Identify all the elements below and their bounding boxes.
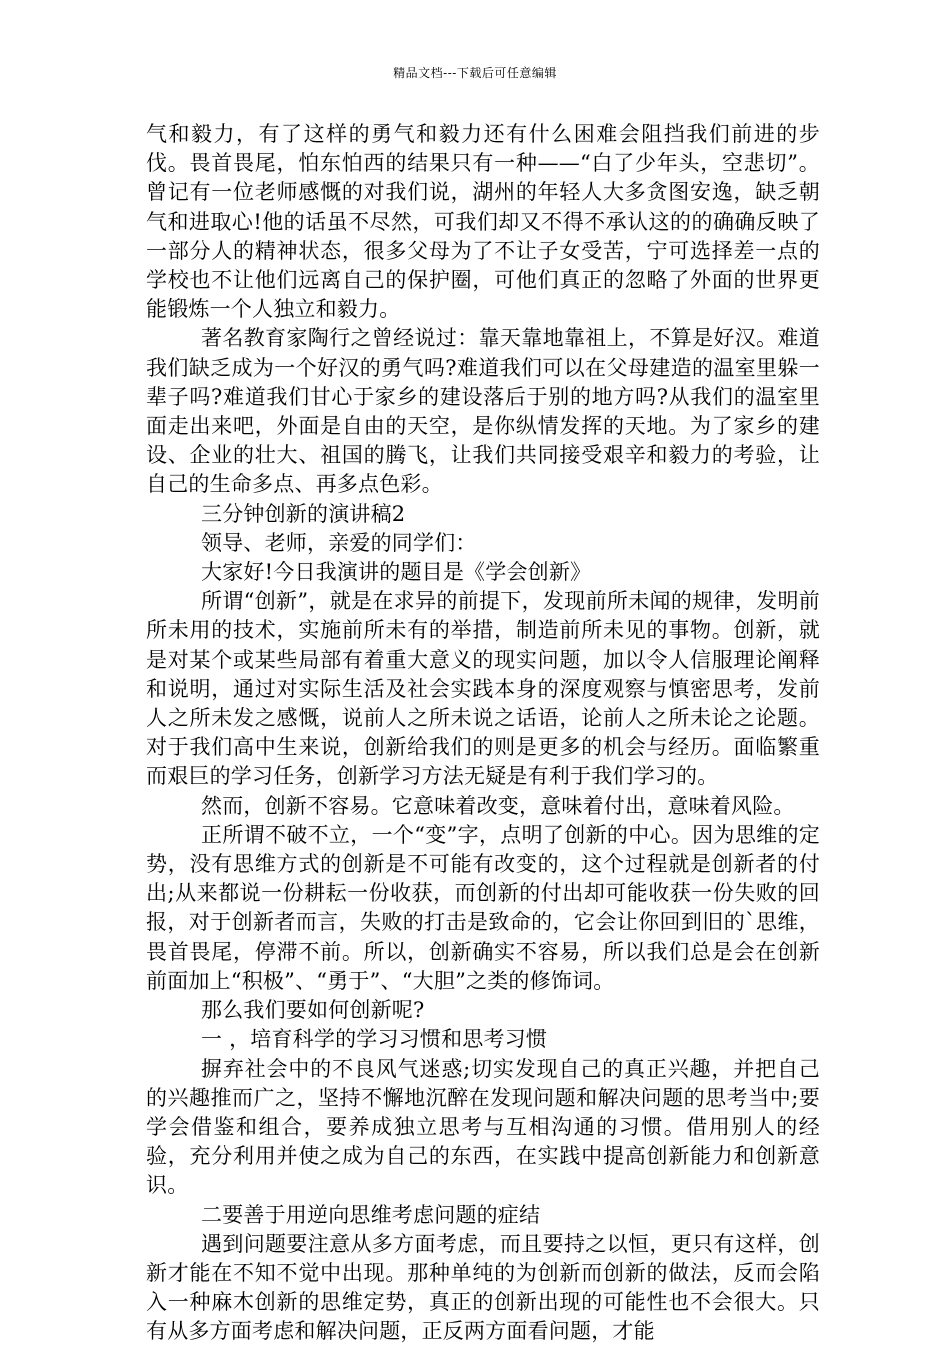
salutation: 领导、老师，亲爱的同学们： (201, 530, 477, 555)
paragraph: 所谓“创新”，就是在求异的前提下，发现前所未闻的规律，发明前所未用的技术，实施前所未有的举措，制造前所未见的事物。创新，就是对某个或某些局部有着重大意义的现实问题，加以令人信服理论阐释和说明，通过对实际生活及社会实践本身的深度观察与慎密思考，发前人之所未发之感慨，说前人之所未说之话语，论前人之所未论之论题。对于我们高中生来说，创新给我们的则是更多的机会与经历。面临繁重而艰巨的学习任务，创新学习方法无疑是有利于我们学习的。 (146, 589, 820, 789)
paragraph: 遇到问题要注意从多方面考虑，而且要持之以恒，更只有这样，创新才能在不知不觉中出现。那种单纯的为创新而创新的做法，反而会陷入一种麻木创新的思维定势，真正的创新出现的可能性也不会很大。只有从多方面考虑和解决问题，正反两方面看问题，才能 (146, 1231, 820, 1344)
paragraph: 摒弃社会中的不良风气迷惑;切实发现自己的真正兴趣，并把自己的兴趣推而广之，坚持不懈地沉醉在发现问题和解决问题的思考当中;要学会借鉴和组合，要养成独立思考与互相沟通的习惯。借用别人的经验，充分利用并使之成为自己的东西，在实践中提高创新能力和创新意识。 (146, 1056, 820, 1198)
subheading: 二要善于用逆向思维考虑问题的症结 (201, 1202, 541, 1227)
subheading: 一 ，培育科学的学习习惯和思考习惯 (201, 1027, 548, 1052)
document-body (146, 120, 820, 1347)
section-title: 三分钟创新的演讲稿2 (201, 501, 406, 526)
paragraph: 气和毅力，有了这样的勇气和毅力还有什么困难会阻挡我们前进的步伐。畏首畏尾，怕东怕西的结果只有一种——“白了少年头，空悲切”。曾记有一位老师感慨的对我们说，湖州的年轻人大多贪图安逸，缺乏朝气和进取心!他的话虽不尽然，可我们却又不得不承认这的的确确反映了一部分人的精神状态，很多父母为了不让子女受苦，宁可选择差一点的学校也不让他们远离自己的保护圈，可他们真正的忽略了外面的世界更能锻炼一个人独立和毅力。 (146, 122, 820, 322)
page-header: 精品文档---下载后可任意编辑 (393, 66, 557, 80)
paragraph: 然而，创新不容易。它意味着改变，意味着付出，意味着风险。 (201, 793, 795, 818)
paragraph: 著名教育家陶行之曾经说过：靠天靠地靠祖上，不算是好汉。难道我们缺乏成为一个好汉的勇气吗?难道我们可以在父母建造的温室里躲一辈子吗?难道我们甘心于家乡的建设落后于别的地方吗?从我们的温室里面走出来吧，外面是自由的天空，是你纵情发挥的天地。为了家乡的建设、企业的壮大、祖国的腾飞，让我们共同接受艰辛和毅力的考验，让自己的生命多点、再多点色彩。 (146, 326, 820, 497)
paragraph: 正所谓不破不立，一个“变”字，点明了创新的中心。因为思维的定势，没有思维方式的创新是不可能有改变的，这个过程就是创新者的付出;从来都说一份耕耘一份收获，而创新的付出却可能收获一份失败的回报，对于创新者而言，失败的打击是致命的，它会让你回到旧的`思维，畏首畏尾，停滞不前。所以，创新确实不容易，所以我们总是会在创新前面加上“积极”、“勇于”、“大胆”之类的修饰词。 (146, 822, 820, 993)
paragraph: 那么我们要如何创新呢? (201, 998, 425, 1023)
paragraph: 大家好!今日我演讲的题目是《学会创新》 (201, 560, 592, 585)
